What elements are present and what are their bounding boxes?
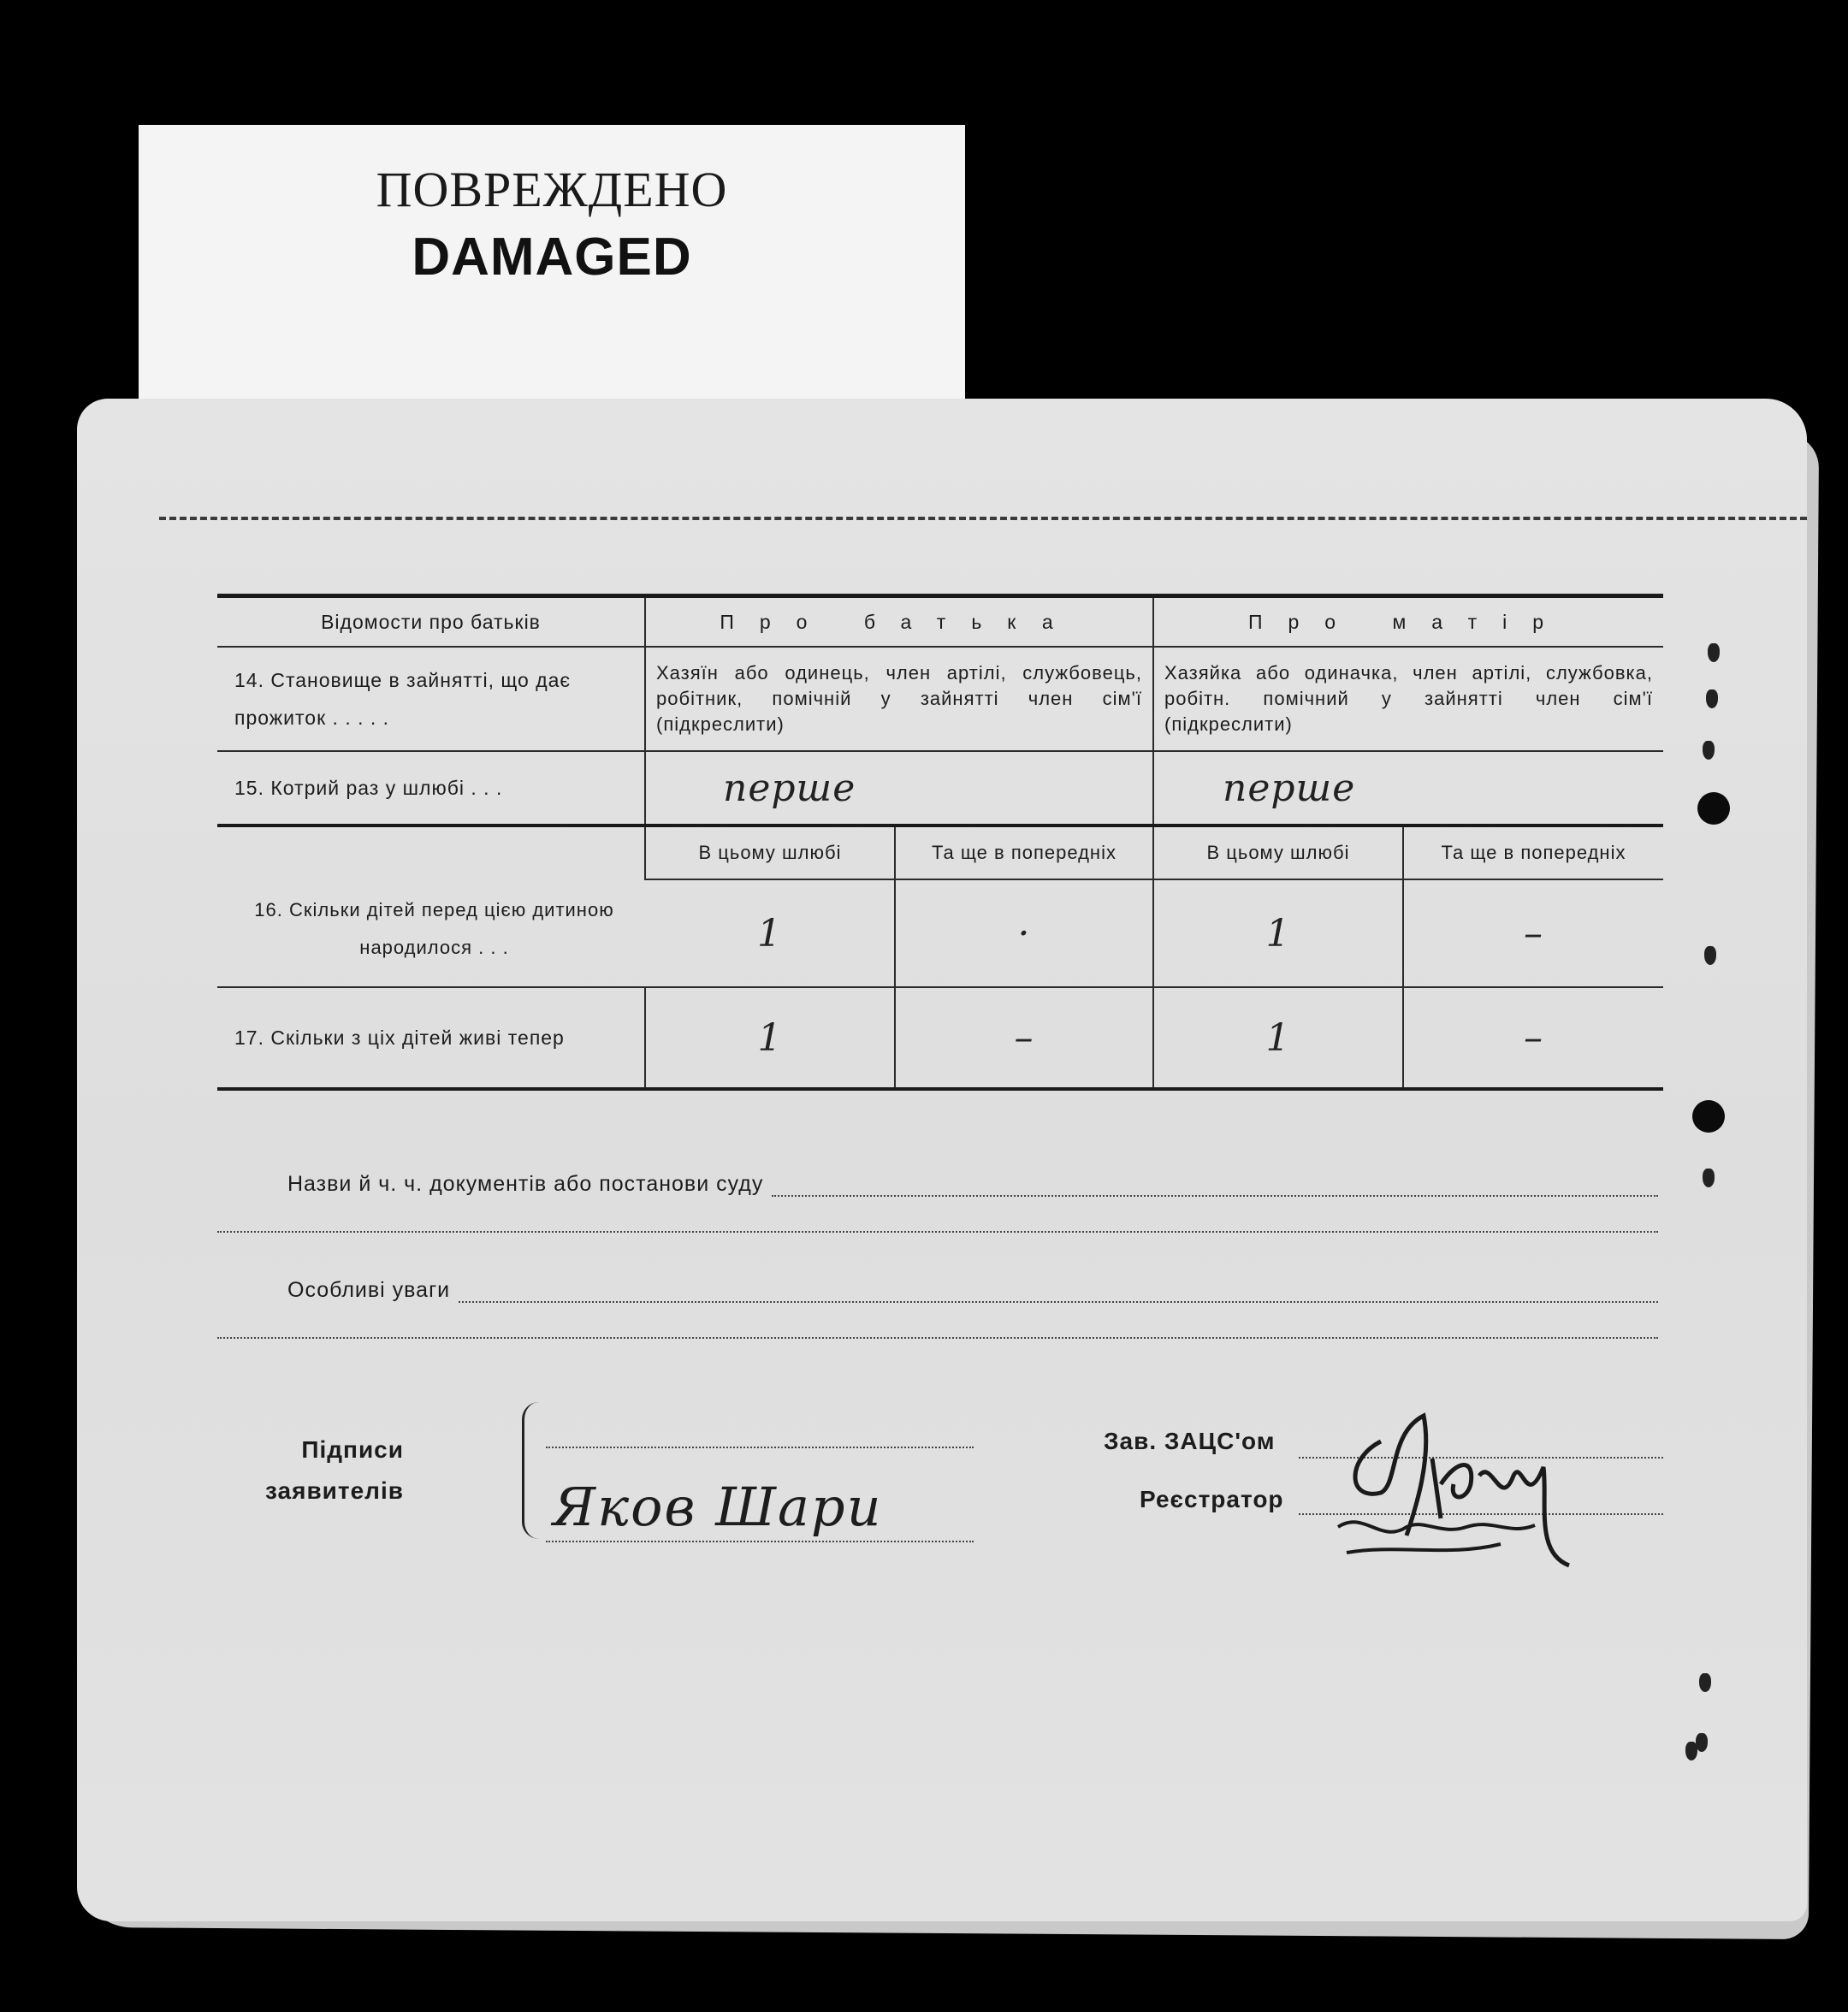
documents-continuation-line — [217, 1214, 1658, 1233]
father-marriage-count: перше — [645, 751, 1153, 826]
question-17: 17. Скільки з ціх дітей живі тепер — [234, 1027, 565, 1049]
parents-info-table — [217, 594, 1663, 1091]
paper-tear — [1685, 1742, 1697, 1760]
additional-fields — [217, 1149, 1663, 1339]
mother-children-alive-prev: – — [1403, 987, 1663, 1089]
header-father: Про батька — [645, 596, 1153, 648]
documents-field — [217, 1149, 1663, 1197]
mother-children-alive-this: 1 — [1153, 987, 1403, 1089]
children-subheader-row — [217, 826, 1663, 879]
documents-label: Назви й ч. ч. документів або постанови суду — [287, 1172, 764, 1196]
registration-form — [217, 594, 1663, 1621]
applicant-signature-line-1 — [546, 1447, 974, 1448]
applicant-signature: Яков Шари — [553, 1476, 883, 1538]
documents-dotted-line — [772, 1178, 1658, 1197]
registrar-label: Реєстратор — [1140, 1486, 1284, 1512]
father-children-born-this: 1 — [645, 879, 895, 987]
paper-tear — [1699, 1673, 1711, 1692]
damaged-label-russian: ПОВРЕЖДЕНО — [376, 162, 728, 217]
subheader-mother-this-marriage: В цьому шлюбі — [1153, 826, 1403, 879]
subheader-father-previous: Та ще в попередніх — [895, 826, 1153, 879]
table-row — [217, 647, 1663, 751]
header-mother: Про матір — [1153, 596, 1663, 648]
subheader-father-this-marriage: В цьому шлюбі — [645, 826, 895, 879]
punch-hole — [1697, 792, 1730, 825]
header-parents-info: Відомости про батьків — [217, 596, 645, 648]
paper-tear — [1703, 741, 1715, 760]
form-page — [77, 399, 1807, 1921]
signatures-brace — [522, 1402, 548, 1539]
table-header-row — [217, 596, 1663, 648]
mother-marriage-count: перше — [1153, 751, 1663, 826]
punch-hole — [1692, 1100, 1725, 1133]
damaged-label-card — [139, 125, 965, 419]
question-14: 14. Становище в зайнятті, що дає прожиток . . . . . — [217, 647, 645, 751]
mother-children-born-this: 1 — [1153, 879, 1403, 987]
father-children-alive-this: 1 — [645, 987, 895, 1089]
paper-tear — [1708, 643, 1720, 662]
signatures-label-line1: Підписи — [301, 1436, 404, 1463]
father-children-alive-prev: – — [895, 987, 1153, 1089]
paper-tear — [1704, 946, 1716, 965]
remarks-field — [217, 1255, 1663, 1303]
perforation-line — [159, 517, 1807, 520]
applicants-signatures-label — [265, 1429, 404, 1512]
table-row — [217, 987, 1663, 1089]
subheader-mother-previous: Та ще в попередніх — [1403, 826, 1663, 879]
father-occupation-options: Хазяїн або одинець, член артілі, службовець, робітник, помічній у зайнятті член сім'ї (підкреслити) — [645, 647, 1153, 751]
mother-children-born-prev: – — [1403, 879, 1663, 987]
applicant-signature-line-2 — [546, 1541, 974, 1542]
paper-tear — [1703, 1169, 1715, 1187]
remarks-dotted-line — [459, 1284, 1658, 1303]
paper-tear — [1696, 1733, 1708, 1752]
head-zags-label: Зав. ЗАЦС'ом — [1104, 1428, 1276, 1454]
damaged-label-english: DAMAGED — [412, 228, 692, 287]
mother-occupation-options: Хазяйка або одиначка, член артілі, службовка, робітн. помічний у зайнятті член сім'ї (підкреслити) — [1153, 647, 1663, 751]
father-children-born-prev: · — [895, 879, 1153, 987]
paper-tear — [1706, 689, 1718, 708]
question-15: 15. Котрий раз у шлюбі . . . — [217, 751, 645, 826]
signatures-section — [217, 1399, 1663, 1621]
official-signature-scribble — [1330, 1407, 1603, 1578]
signatures-label-line2: заявителів — [265, 1477, 404, 1504]
table-row — [217, 751, 1663, 826]
remarks-continuation-line — [217, 1320, 1658, 1339]
question-16: 16. Скільки дітей перед цією дитиною народилося . . . — [217, 826, 645, 987]
remarks-label: Особливі уваги — [287, 1278, 451, 1302]
